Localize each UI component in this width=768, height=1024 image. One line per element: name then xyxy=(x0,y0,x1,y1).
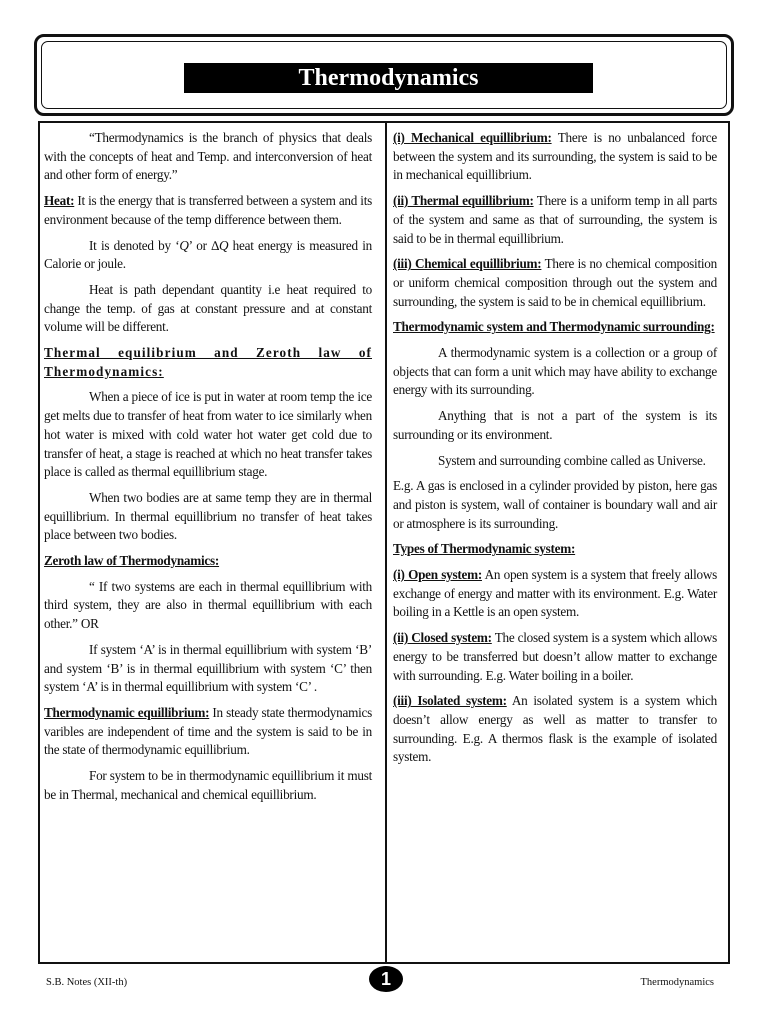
open-text: An open system is a system that freely allows exchange of energy and matter with its environment. E.g. Water boiling in a Kettle is an open system. xyxy=(393,567,717,620)
page-title: Thermodynamics xyxy=(184,63,593,93)
two-bodies-paragraph: When two bodies are at same temp they are in thermal equillibrium. In thermal equillibrium no transfer of heat takes place between two bodies. xyxy=(44,489,372,543)
header-frame xyxy=(34,34,734,116)
td-eq-label: Thermodynamic equillibrium: xyxy=(44,704,210,720)
therm-text: There is a uniform temp in all parts of the system and same as that of surrounding, the system is said to be in thermal equillibrium. xyxy=(393,193,717,246)
zeroth-alt-paragraph: If system ‘A’ is in thermal equillibrium with system ‘B’ and system ‘B’ is in thermal equillibrium with system ‘C’ then system ‘A’ is in thermal equillibrium with system ‘C’ . xyxy=(44,641,372,695)
open-label: (i) Open system: xyxy=(393,567,482,583)
isolated-text: An isolated system is a system which doesn’t allow energy as well as matter to transfer to surrounding. E.g. A thermos flask is the example of isolated system. xyxy=(393,693,717,765)
open-paragraph xyxy=(393,566,717,622)
closed-label: (ii) Closed system: xyxy=(393,630,492,646)
right-column xyxy=(393,129,717,774)
q-symbol: Q xyxy=(179,237,189,253)
ice-paragraph: When a piece of ice is put in water at room temp the ice get melts due to transfer of heat from water to ice similarly when hot water is mixed with cold water hot water get cold due to transfer of heat, a stage is reached at which no heat transfer takes place is called as thermal equillibrium stage. xyxy=(44,389,372,480)
zeroth-heading: Thermal equilibrium and Zeroth law of Thermodynamics: xyxy=(44,345,372,379)
heat-paragraph xyxy=(44,192,372,229)
mech-label: (i) Mechanical equillibrium: xyxy=(393,130,552,145)
path-paragraph: Heat is path dependant quantity i.e heat required to change the temp. of gas at constant pressure and at constant volume will be different. xyxy=(44,281,372,335)
footer-right: Thermodynamics xyxy=(640,977,714,988)
page-number: 1 xyxy=(369,966,403,992)
footer-left: S.B. Notes (XII-th) xyxy=(46,977,128,988)
td-eq-text: In steady state thermodynamics varibles are independent of time and the system is said to be in the state of thermodynamic equillibrium. xyxy=(44,704,372,758)
delta-q-symbol: Q xyxy=(218,237,229,253)
content-box xyxy=(38,121,730,964)
system-heading: Thermodynamic system and Thermodynamic surrounding: xyxy=(393,319,715,335)
isolated-label: (iii) Isolated system: xyxy=(393,693,507,709)
heat-label: Heat: xyxy=(44,193,75,209)
gas-example: E.g. A gas is enclosed in a cylinder provided by piston, here gas and piston is system, wall of container is boundary wall and air or atmosphere is its surrounding. xyxy=(393,478,717,531)
intro-paragraph: “Thermodynamics is the branch of physics that deals with the concepts of heat and Temp. and interconversion of heat and other form of energy.” xyxy=(44,130,372,183)
left-column xyxy=(44,129,372,812)
heat-definition: It is the energy that is transferred between a system and its environment because of the temp difference between them. xyxy=(44,193,372,227)
zeroth-quote-paragraph: “ If two systems are each in thermal equillibrium with third system, they are also in thermal equillibrium with each other.” OR xyxy=(44,578,372,632)
denoted-paragraph xyxy=(44,237,372,274)
types-heading: Types of Thermodynamic system: xyxy=(393,541,576,557)
closed-paragraph xyxy=(393,629,717,685)
therm-paragraph xyxy=(393,192,717,248)
column-divider xyxy=(385,123,387,962)
td-eq-paragraph xyxy=(44,704,372,760)
header-inner-border xyxy=(41,41,727,109)
system-definition: A thermodynamic system is a collection or a group of objects that can form a unit which may have ability to exchange energy with its surrounding. xyxy=(393,345,717,398)
zeroth-law-heading: Zeroth law of Thermodynamics: xyxy=(44,553,220,569)
chem-paragraph xyxy=(393,255,717,311)
therm-label: (ii) Thermal equillibrium: xyxy=(393,193,534,209)
closed-text: The closed system is a system which allows energy to be transferred but doesn’t allow matter to exchange with surrounding. E.g. Water boiling in a boiler. xyxy=(393,630,717,683)
mech-paragraph xyxy=(393,129,717,185)
isolated-paragraph xyxy=(393,692,717,767)
denoted-text-c: heat energy is measured in Calorie or joule. xyxy=(44,237,373,272)
chem-text: There is no chemical composition or uniform chemical composition through out the system and surrounding, the system is said to be in chemical equillibrium. xyxy=(393,256,717,309)
denoted-text-a: It is denoted by ‘ xyxy=(89,237,180,253)
mech-text: There is no unbalanced force between the system and its surrounding, the system is said to be in mechanical equillibrium. xyxy=(393,130,717,183)
td-eq-req-paragraph: For system to be in thermodynamic equillibrium it must be in Thermal, mechanical and chemical equillibrium. xyxy=(44,768,372,802)
chem-label: (iii) Chemical equillibrium: xyxy=(393,256,542,272)
universe-paragraph: System and surrounding combine called as Universe. xyxy=(438,452,706,468)
surrounding-definition: Anything that is not a part of the system is its surrounding or its environment. xyxy=(393,408,717,442)
denoted-text-b: ’ or ∆ xyxy=(188,237,219,253)
